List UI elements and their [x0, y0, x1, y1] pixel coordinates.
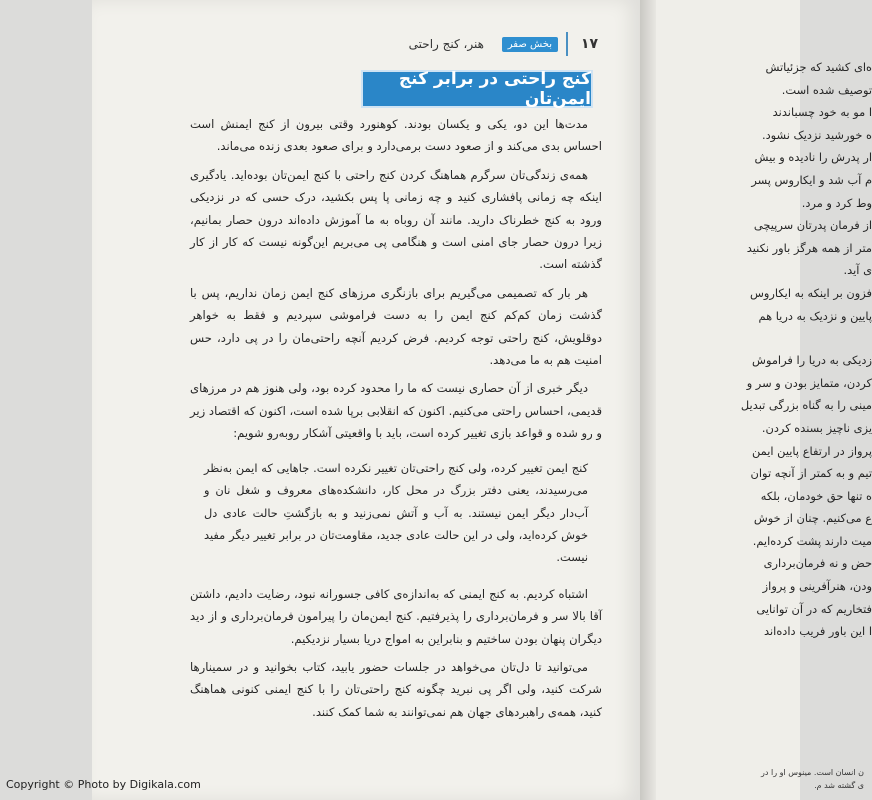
right-page-line: از فرمان پدرتان سرپیچی	[753, 218, 872, 233]
footnote-line: ی گشته شد م.	[814, 781, 864, 790]
right-page-line: ار پدرش را نادیده و بیش	[754, 150, 872, 165]
right-page-line: ه تنها حق خودمان، بلکه	[760, 488, 872, 503]
right-page-line: متر از همه هرگز باور نکنید	[746, 240, 872, 255]
right-page-line: کردن، متمایز بودن و سر و	[746, 375, 872, 390]
right-page-line: وط کرد و مرد.	[801, 195, 872, 210]
right-page-line: فزون بر اینکه به ایکاروس	[750, 285, 872, 300]
right-page-line: ا مو به خود چسباندند	[772, 105, 872, 120]
right-page-line: مینی را به گناه بزرگی تبدیل	[740, 398, 872, 413]
right-page-line: توصیف شده است.	[781, 82, 872, 97]
right-page-line: پایین و نزدیک به دریا هم	[758, 308, 872, 323]
right-page-line: ه خورشید نزدیک نشود.	[761, 127, 872, 142]
footnote-line: ن انسان است. مینوس او را در	[761, 768, 864, 777]
chapter-title: کنج راحتی در برابر کنج ایمن‌تان	[363, 72, 591, 106]
page-number: ۱۷	[580, 36, 598, 52]
right-page-line: ا این باور فریب داده‌اند	[764, 624, 872, 639]
paragraph: مدت‌ها این دو، یکی و یکسان بودند. کوهنورد وقتی بیرون از کنج ایمنش است احساس بدی می‌کند و از صعود دست برمی‌دارد و برای صعود بعدی زنده می‌ماند.	[190, 117, 602, 154]
right-page-line: زدیکی به دریا را فراموش	[752, 353, 872, 368]
copyright-watermark: Copyright © Photo by Digikala.com	[6, 778, 201, 791]
right-page-line: ه‌ای کشید که جزئیاتش	[765, 60, 872, 74]
right-book-page	[656, 0, 872, 800]
running-head	[218, 36, 598, 56]
right-page-line: ودن، هنرآفرینی و پرواز	[762, 579, 872, 594]
block-quote	[190, 457, 602, 569]
book-gutter	[640, 0, 656, 800]
paragraph: همه‌ی زندگی‌تان سرگرم هماهنگ کردن کنج راحتی با کنج ایمن‌تان بوده‌اید. یادگیری اینکه چه زمانی پافشاری کنید و چه زمانی پا پس بکشید، درک حسی که در نزدیکی ورود به کنج خطرناک دارید. مانند آن روباه به ما آموزش داده‌اند درون حصار بمانیم، زیرا درون حصار جای امنی است و هنگامی پی می‌بریم این‌گونه نیست که کار از کار گذشته است.	[190, 167, 602, 272]
paragraph: هر بار که تصمیمی می‌گیریم برای بازنگری مرزهای کنج ایمن زمان نداریم، پس با گذشت زمان کم‌کم کنج ایمن را به دست فراموشی سپردیم و فقط به خواهر دوقلویش، کنج راحتی توجه کردیم. فرض کردیم آنچه راحتی‌مان را در پی دارد، حس امنیت هم به ما می‌دهد.	[190, 285, 602, 368]
main-body-text	[190, 113, 602, 729]
paragraph: دیگر خبری از آن حصاری نیست که ما را محدود کرده بود، ولی هنوز هم در مرزهای قدیمی، احساس راحتی می‌کنیم. اکنون که انقلابی برپا شده است، اکنون که اقتصاد زیر و رو شده و قواعد بازی تغییر کرده است، باید با واقعیتی آشکار روبه‌رو شویم:	[190, 381, 602, 441]
section-badge: بخش صفر	[502, 37, 558, 52]
right-page-line: یزی ناچیز بسنده کردن.	[761, 420, 872, 435]
right-page-line: حض و نه فرمان‌برداری	[763, 556, 872, 571]
right-page-line	[662, 327, 872, 349]
right-page-line: تیم و به کمتر از آنچه توان	[750, 466, 872, 481]
right-page-footnote	[664, 766, 864, 792]
running-title: هنر، کنج راحتی	[408, 37, 484, 51]
paragraph: می‌توانید تا دل‌تان می‌خواهد در جلسات حضور یابید، کتاب بخوانید و در سمینارها شرکت کنید، ولی اگر پی نبرید چگونه کنج راحتی‌تان را با کنج ایمنی کنونی هماهنگ کنید، همه‌ی راهبردهای جهان هم نمی‌توانند به شما کمک کنند.	[190, 659, 602, 719]
right-page-line: میت دارند پشت کرده‌ایم.	[752, 533, 872, 548]
paragraph: اشتباه کردیم. به کنج ایمنی که به‌اندازه‌ی کافی جسورانه نبود، رضایت دادیم، داشتن آقا بالا سر و فرمان‌برداری را پذیرفتیم. کنج ایمن‌مان را پیرامون فرمان‌برداری و از دید دیگران پنهان بودن ساختیم و بنابراین به امواج دریا بسیار نزدیکیم.	[190, 586, 602, 646]
right-page-line: ع می‌کنیم. چنان از خوش	[753, 511, 872, 526]
right-page-line: ی آید.	[843, 263, 872, 278]
right-page-line: پرواز در ارتفاع پایین ایمن	[751, 443, 872, 458]
right-page-text	[662, 56, 872, 643]
quote-text: کنج ایمن تغییر کرده، ولی کنج راحتی‌تان تغییر نکرده است. جاهایی که ایمن به‌نظر می‌رسیدند، یعنی دفتر بزرگ در محل کار، دانشکده‌های معروف و شغل نان و آب‌دار دیگر ایمن نیستند. به آب و آتش نمی‌زنید و به بازگشتِ حالت عادی دل خوش کرده‌اید، ولی در این حالت عادی جدید، مقاومت‌تان در برابر تغییر دیگر مفید نیست.	[204, 460, 588, 565]
header-divider	[566, 32, 568, 56]
right-page-line: فتخاریم که در آن توانایی	[756, 601, 872, 616]
right-page-line: م آب شد و ایکاروس پسر	[751, 172, 872, 187]
